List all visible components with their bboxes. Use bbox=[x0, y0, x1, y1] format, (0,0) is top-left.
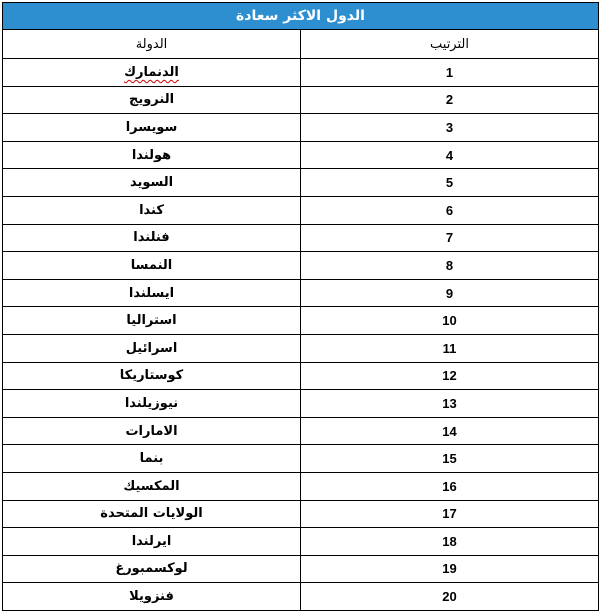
table-row bbox=[3, 307, 599, 335]
table-row bbox=[3, 114, 599, 142]
table-row bbox=[3, 472, 599, 500]
country-cell: النمسا bbox=[3, 252, 301, 280]
rank-cell: 5 bbox=[301, 169, 599, 197]
country-cell: كوستاريكا bbox=[3, 362, 301, 390]
rank-cell: 11 bbox=[301, 334, 599, 362]
country-cell: لوكسمبورغ bbox=[3, 555, 301, 583]
rank-cell: 14 bbox=[301, 417, 599, 445]
rank-cell: 4 bbox=[301, 141, 599, 169]
table-row bbox=[3, 390, 599, 418]
rank-cell: 8 bbox=[301, 252, 599, 280]
table-title: الدول الاكثر سعادة bbox=[3, 3, 599, 30]
table-row bbox=[3, 86, 599, 114]
country-cell: الولايات المتحدة bbox=[3, 500, 301, 528]
rank-cell: 6 bbox=[301, 196, 599, 224]
table-row bbox=[3, 445, 599, 473]
rank-cell: 13 bbox=[301, 390, 599, 418]
table-row bbox=[3, 224, 599, 252]
rank-cell: 1 bbox=[301, 59, 599, 87]
country-name: الدنمارك bbox=[124, 64, 179, 80]
rank-cell: 19 bbox=[301, 555, 599, 583]
country-cell: السويد bbox=[3, 169, 301, 197]
country-column-header: الدولة bbox=[3, 30, 301, 59]
country-cell: هولندا bbox=[3, 141, 301, 169]
table-row bbox=[3, 59, 599, 87]
country-cell: المكسيك bbox=[3, 472, 301, 500]
table-row bbox=[3, 169, 599, 197]
rank-cell: 17 bbox=[301, 500, 599, 528]
table-row bbox=[3, 279, 599, 307]
table-row bbox=[3, 141, 599, 169]
rank-cell: 18 bbox=[301, 528, 599, 556]
country-cell: فنزويلا bbox=[3, 583, 301, 611]
table-row bbox=[3, 555, 599, 583]
table-body bbox=[3, 59, 599, 611]
rank-cell: 12 bbox=[301, 362, 599, 390]
table-row bbox=[3, 334, 599, 362]
country-cell: استراليا bbox=[3, 307, 301, 335]
country-cell: فنلندا bbox=[3, 224, 301, 252]
rank-cell: 7 bbox=[301, 224, 599, 252]
table-row bbox=[3, 583, 599, 611]
table-row bbox=[3, 528, 599, 556]
rank-column-header: الترتيب bbox=[301, 30, 599, 59]
rank-cell: 3 bbox=[301, 114, 599, 142]
country-cell: كندا bbox=[3, 196, 301, 224]
country-cell: النرويج bbox=[3, 86, 301, 114]
country-cell: ايسلندا bbox=[3, 279, 301, 307]
rank-cell: 15 bbox=[301, 445, 599, 473]
country-cell bbox=[3, 59, 301, 87]
table-row bbox=[3, 362, 599, 390]
country-cell: بنما bbox=[3, 445, 301, 473]
rank-cell: 10 bbox=[301, 307, 599, 335]
rank-cell: 20 bbox=[301, 583, 599, 611]
happiest-countries-table bbox=[2, 2, 599, 611]
table-row bbox=[3, 417, 599, 445]
rank-cell: 16 bbox=[301, 472, 599, 500]
header-row bbox=[3, 30, 599, 59]
rank-cell: 2 bbox=[301, 86, 599, 114]
country-cell: ايرلندا bbox=[3, 528, 301, 556]
rank-cell: 9 bbox=[301, 279, 599, 307]
table-row bbox=[3, 252, 599, 280]
country-cell: الامارات bbox=[3, 417, 301, 445]
table-row bbox=[3, 196, 599, 224]
country-cell: نيوزيلندا bbox=[3, 390, 301, 418]
country-cell: سويسرا bbox=[3, 114, 301, 142]
country-cell: اسرائيل bbox=[3, 334, 301, 362]
table-row bbox=[3, 500, 599, 528]
